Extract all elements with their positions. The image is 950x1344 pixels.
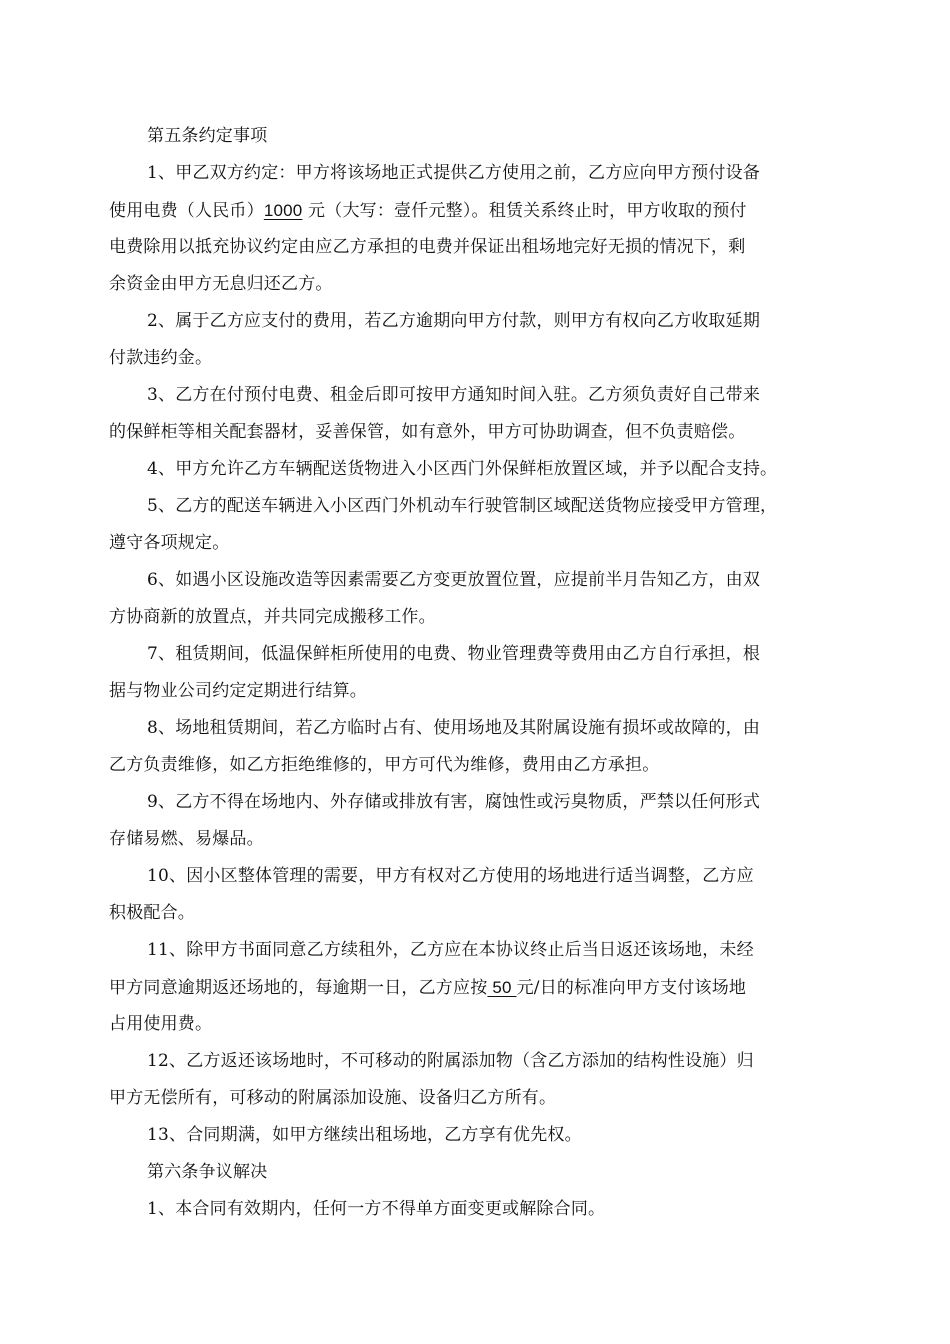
clause-5 (109, 488, 836, 562)
clause-10 (109, 858, 836, 932)
clause-text: 元/日的标准向甲方支付该场地 (516, 978, 747, 998)
daily-fee-amount: 50 (487, 978, 517, 997)
clause-line: 的保鲜柜等相关配套器材，妥善保管，如有意外，甲方可协助调查，但不负责赔偿。 (109, 422, 746, 442)
clause-line: 方协商新的放置点，并共同完成搬移工作。 (109, 607, 436, 627)
clause-line: 4、甲方允许乙方车辆配送货物进入小区西门外保鲜柜放置区域，并予以配合支持。 (147, 459, 778, 479)
clause-line: 11、除甲方书面同意乙方续租外，乙方应在本协议终止后当日返还该场地，未经 (147, 940, 754, 960)
clause-line: 3、乙方在付预付电费、租金后即可按甲方通知时间入驻。乙方须负责好自己带来 (147, 385, 761, 405)
clause-line: 电费除用以抵充协议约定由应乙方承担的电费并保证出租场地完好无损的情况下，剩 (109, 237, 746, 257)
clause-line: 遵守各项规定。 (109, 533, 230, 553)
document-body (109, 118, 836, 1228)
clause-line: 2、属于乙方应支付的费用，若乙方逾期向甲方付款，则甲方有权向乙方收取延期 (147, 311, 761, 331)
clause-line: 1、本合同有效期内，任何一方不得单方面变更或解除合同。 (147, 1199, 606, 1219)
clause-line: 积极配合。 (109, 903, 195, 923)
clause-line: 余资金由甲方无息归还乙方。 (109, 274, 333, 294)
clause-line: 存储易燃、易爆品。 (109, 829, 264, 849)
clause-2 (109, 303, 836, 377)
clause-13 (109, 1117, 836, 1154)
clause-7 (109, 636, 836, 710)
clause-text: 元（大写：壹仟元整）。租赁关系终止时，甲方收取的预付 (302, 201, 747, 221)
clause-1 (109, 155, 836, 303)
clause-line: 7、租赁期间，低温保鲜柜所使用的电费、物业管理费等费用由乙方自行承担，根 (147, 644, 761, 664)
clause-line (109, 969, 836, 1006)
clause-4 (109, 451, 836, 488)
clause-line: 占用使用费。 (109, 1014, 213, 1034)
clause-line: 13、合同期满，如甲方继续出租场地，乙方享有优先权。 (147, 1125, 582, 1145)
clause-8 (109, 710, 836, 784)
clause-9 (109, 784, 836, 858)
clause-text: 甲方同意逾期返还场地的，每逾期一日，乙方应按 (109, 978, 488, 998)
clause-line (109, 192, 836, 229)
clause-line: 付款违约金。 (109, 348, 213, 368)
clause-line: 12、乙方返还该场地时，不可移动的附属添加物（含乙方添加的结构性设施）归 (147, 1051, 754, 1071)
clause-3 (109, 377, 836, 451)
clause-text: 使用电费（人民币） (109, 201, 264, 221)
clause-line: 6、如遇小区设施改造等因素需要乙方变更放置位置，应提前半月告知乙方，由双 (147, 570, 761, 590)
clause-line: 乙方负责维修，如乙方拒绝维修的，甲方可代为维修，费用由乙方承担。 (109, 755, 660, 775)
clause-11 (109, 932, 836, 1043)
clause-line: 8、场地租赁期间，若乙方临时占有、使用场地及其附属设施有损坏或故障的，由 (147, 718, 761, 738)
dispute-clause-1 (109, 1191, 836, 1228)
section-heading: 第五条约定事项 (147, 126, 268, 146)
clause-line: 据与物业公司约定定期进行结算。 (109, 681, 367, 701)
section-heading: 第六条争议解决 (147, 1162, 268, 1182)
clause-line: 5、乙方的配送车辆进入小区西门外机动车行驶管制区域配送货物应接受甲方管理， (147, 496, 778, 516)
clause-line: 10、因小区整体管理的需要，甲方有权对乙方使用的场地进行适当调整，乙方应 (147, 866, 754, 886)
clause-12 (109, 1043, 836, 1117)
clause-line: 1、甲乙双方约定：甲方将该场地正式提供乙方使用之前，乙方应向甲方预付设备 (147, 163, 761, 183)
clause-line: 甲方无偿所有，可移动的附属添加设施、设备归乙方所有。 (109, 1088, 557, 1108)
deposit-amount: 1000 (263, 201, 303, 220)
clause-line: 9、乙方不得在场地内、外存储或排放有害，腐蚀性或污臭物质，严禁以任何形式 (147, 792, 761, 812)
clause-6 (109, 562, 836, 636)
